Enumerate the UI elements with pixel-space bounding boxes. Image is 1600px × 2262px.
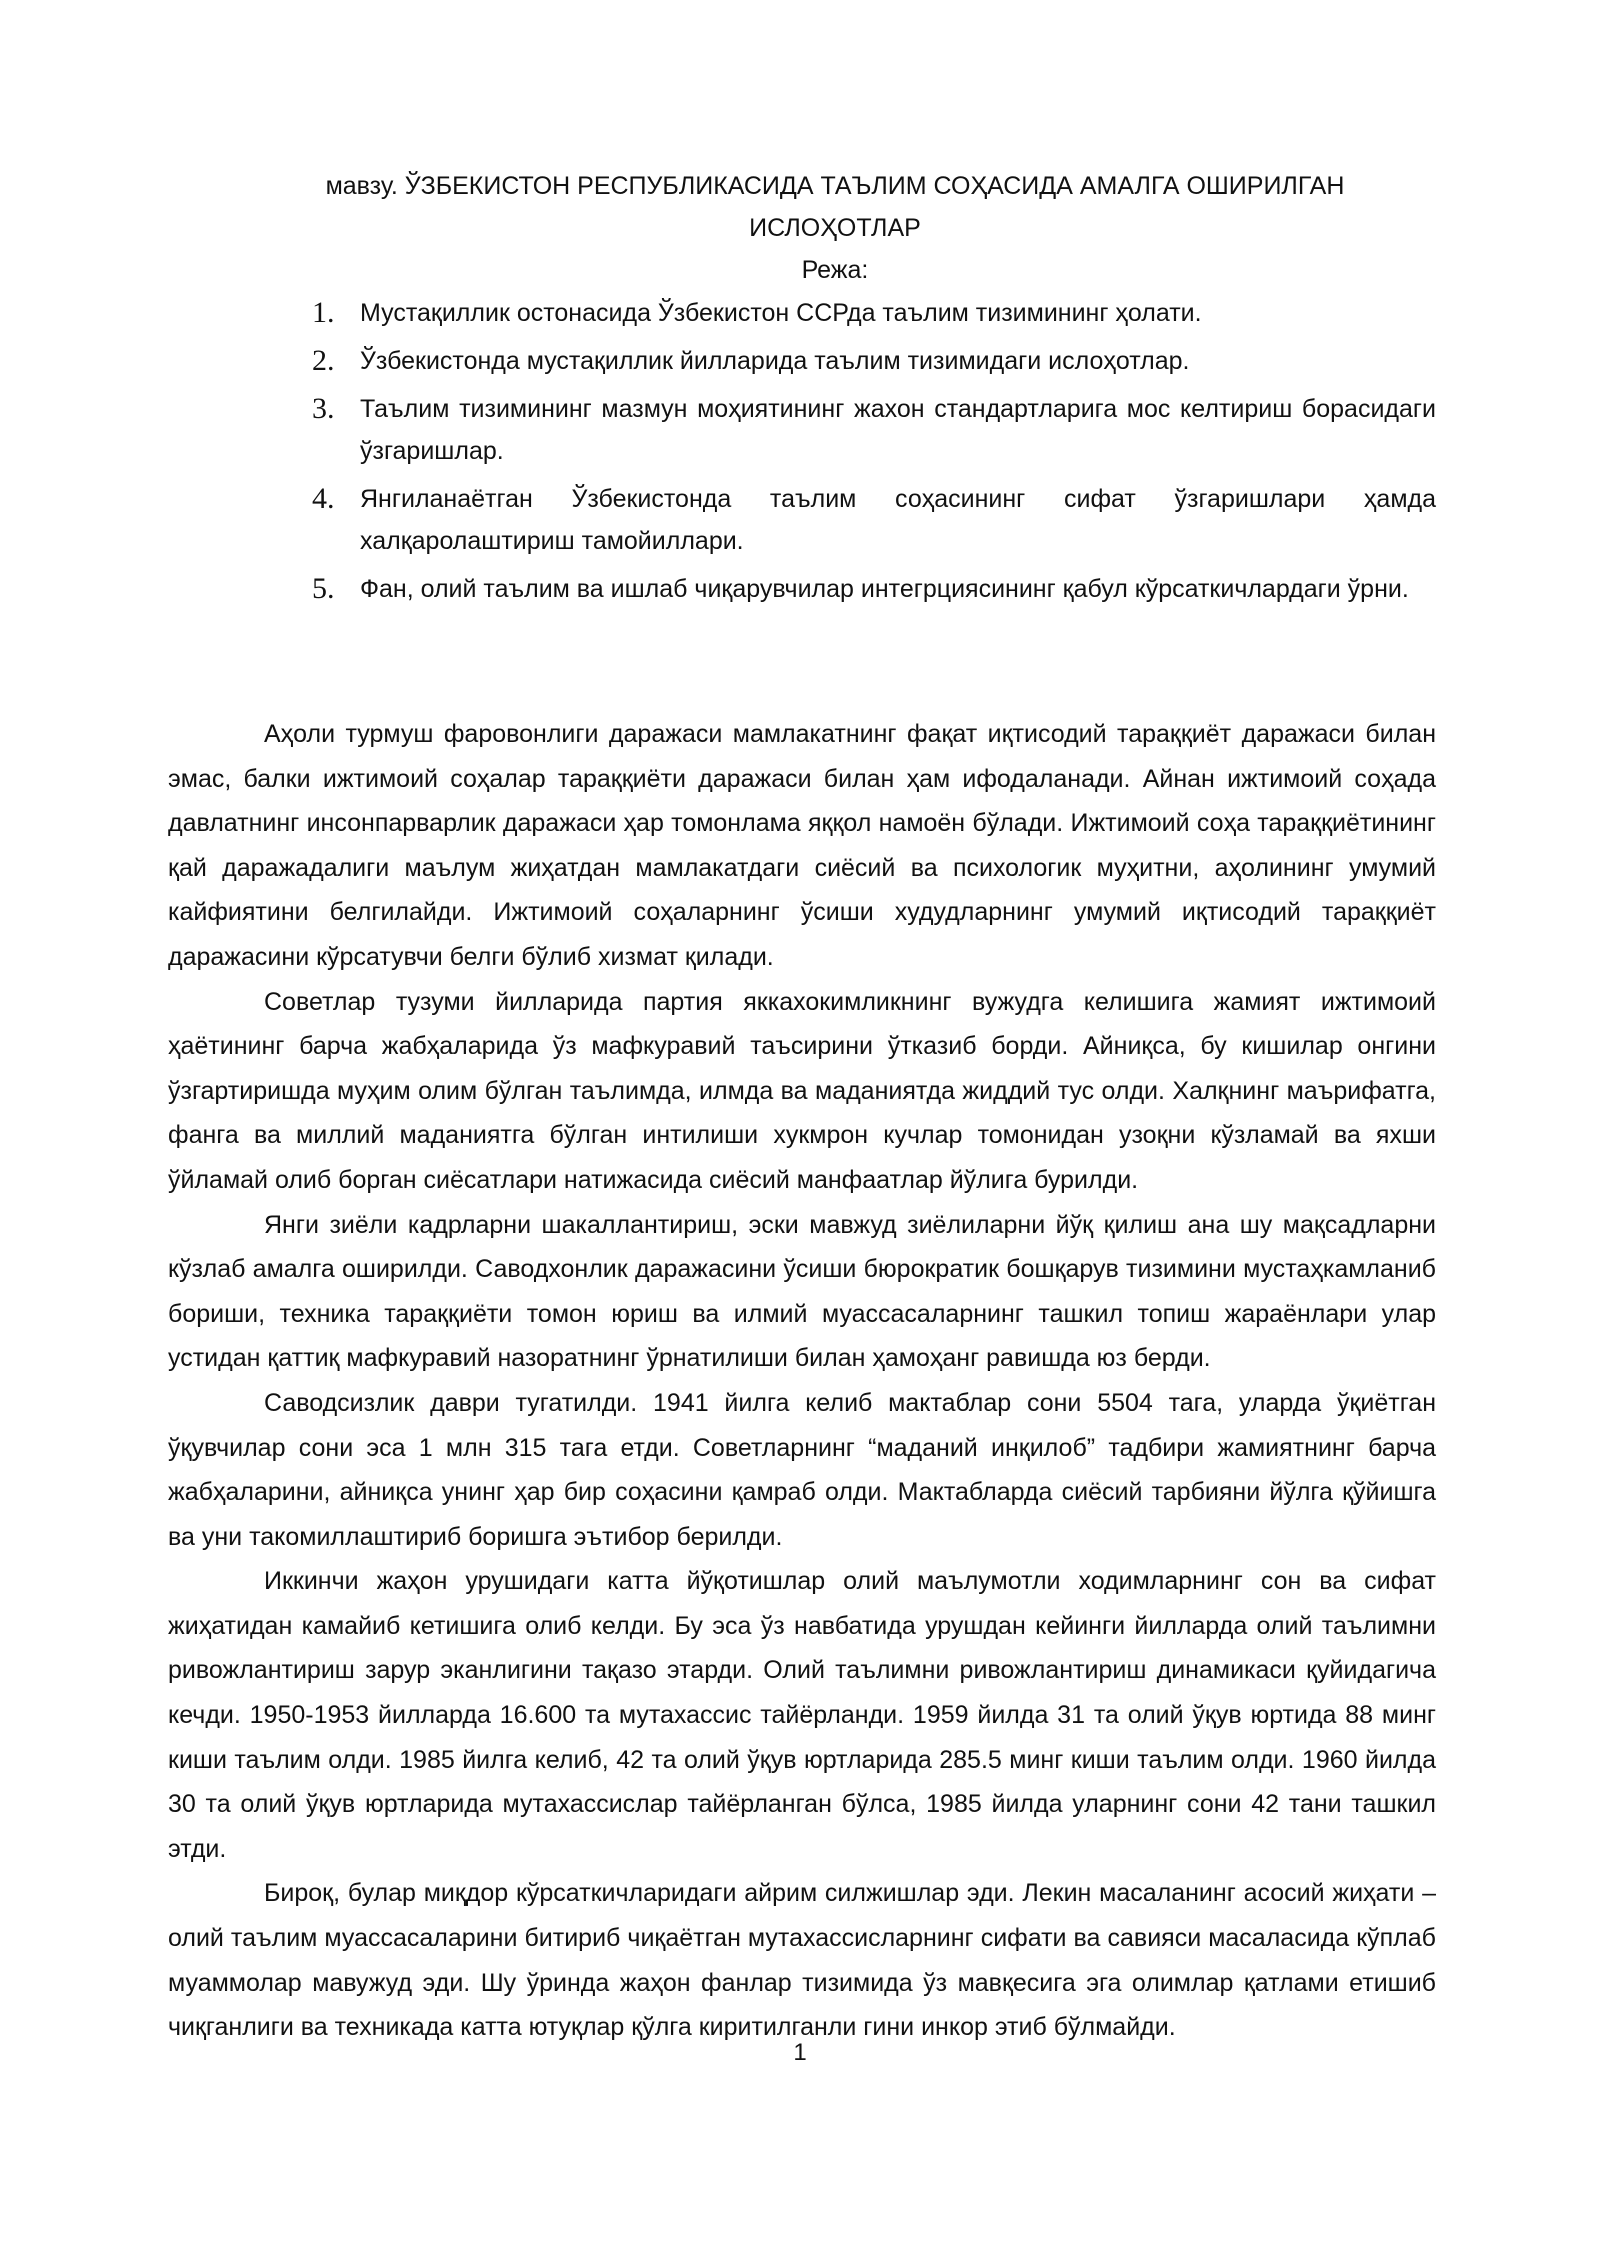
paragraph: Саводсизлик даври тугатилди. 1941 йилга келиб мактаблар сони 5504 тага, уларда ўқиётган ўқувчилар сони эса 1 млн 315 тага етди. Советларнинг “маданий инқилоб” тадбири жамиятнинг барча жабҳаларини, айниқса унинг ҳар бир соҳасини қамраб олди. Мактабларда сиёсий тарбияни йўлга қўйишга ва уни такомиллаштириб боришга эътибор берилди. (168, 1388, 1436, 1551)
page-number: 1 (793, 2039, 807, 2066)
plan-item-number: 5. (312, 572, 335, 605)
document-title-line-1: мавзу. ЎЗБЕКИСТОН РЕСПУБЛИКАСИДА ТАЪЛИМ СОҲАСИДА АМАЛГА ОШИРИЛГАН (325, 172, 1345, 200)
plan-item-number: 2. (312, 344, 335, 377)
document-title-line-2: ИСЛОҲОТЛАР (749, 214, 921, 242)
plan-heading: Режа: (801, 256, 869, 284)
paragraph: Бироқ, булар миқдор кўрсаткичларидаги айрим силжишлар эди. Лекин масаланинг асосий жиҳати – олий таълим муассасаларини битириб чиқаётган мутахассисларнинг сифати ва савияси масаласида кўплаб муаммолар мавужуд эди. Шу ўринда жаҳон фанлар тизимида ўз мавқесига эга олимлар қатлами етишиб чиқганлиги ва техникада катта ютуқлар қўлга киритилганли гини инкор этиб бўлмайди. (168, 1879, 1436, 2042)
paragraph: Иккинчи жаҳон урушидаги катта йўқотишлар олий маълумотли ходимларнинг сон ва сифат жиҳатидан камайиб кетишига олиб келди. Бу эса ўз навбатида урушдан кейинги йилларда олий таълимни ривожлантириш зарур эканлигини тақазо этарди. Олий таълимни ривожлантириш динамикаси қуйидагича кечди. 1950-1953 йилларда 16.600 та мутахассис тайёрланди. 1959 йилда 31 та олий ўқув юртида 88 минг киши таълим олди. 1985 йилга келиб, 42 та олий ўқув юртларида 285.5 минг киши таълим олди. 1960 йилда 30 та олий ўқув юртларида мутахассислар тайёрланган бўлса, 1985 йилда уларнинг сони 42 тани ташкил этди. (168, 1567, 1436, 1863)
plan-item (308, 568, 1436, 610)
plan-list (308, 292, 1436, 616)
paragraph: Аҳоли турмуш фаровонлиги даражаси мамлакатнинг фақат иқтисодий тараққиёт даражаси билан эмас, балки ижтимоий соҳалар тараққиёти даражаси билан ҳам ифодаланади. Айнан ижтимоий соҳада давлатнинг инсонпарварлик даражаси ҳар томонлама яққол намоён бўлади. Ижтимоий соҳа тараққиётининг қай даражадалиги маълум жиҳатдан мамлакатдаги сиёсий ва психологик муҳитни, аҳолининг умумий кайфиятини белгилайди. Ижтимоий соҳаларнинг ўсиши худудларнинг умумий иқтисодий тараққиёт даражасини кўрсатувчи белги бўлиб хизмат қилади. (168, 720, 1436, 971)
body-text (168, 712, 1436, 2050)
paragraph: Советлар тузуми йилларида партия яккахокимликнинг вужудга келишига жамият ижтимоий ҳаётининг барча жабҳаларида ўз мафкуравий таъсирини ўтказиб борди. Айниқса, бу кишилар онгини ўзгартиришда муҳим олим бўлган таълимда, илмда ва маданиятда жиддий тус олди. Халқнинг маърифатга, фанга ва миллий маданиятга бўлган интилиши хукмрон кучлар томонидан узоқни кўзламай ва яхши ўйламай олиб борган сиёсатлари натижасида сиёсий манфаатлар йўлига бурилди. (168, 987, 1436, 1194)
plan-item-text: Фан, олий таълим ва ишлаб чиқарувчилар интегрциясининг қабул кўрсаткичлардаги ўрни. (360, 575, 1409, 603)
plan-item (308, 388, 1436, 472)
plan-item-number: 3. (312, 392, 335, 425)
plan-item (308, 292, 1436, 334)
plan-item-text: Таълим тизимининг мазмун моҳиятининг жахон стандартларига мос келтириш борасидаги ўзгаришлар. (360, 395, 1436, 465)
plan-item (308, 340, 1436, 382)
plan-item-number: 4. (312, 482, 335, 515)
plan-item-text: Янгиланаётган Ўзбекистонда таълим соҳасининг сифат ўзгаришлари ҳамда халқаролаштириш тамойиллари. (360, 485, 1436, 555)
plan-item-text: Ўзбекистонда мустақиллик йилларида таълим тизимидаги ислоҳотлар. (360, 347, 1190, 375)
paragraph: Янги зиёли кадрларни шакаллантириш, эски мавжуд зиёлиларни йўқ қилиш ана шу мақсадларни кўзлаб амалга оширилди. Саводхонлик даражасини ўсиши бюрократик бошқарув тизимини мустаҳкамланиб бориши, техника тараққиёти томон юриш ва илмий муассасаларнинг ташкил топиш жараёнлари улар устидан қаттиқ мафкуравий назоратнинг ўрнатилиши билан ҳамоҳанг равишда юз берди. (168, 1210, 1436, 1373)
plan-item-text: Мустақиллик остонасида Ўзбекистон ССРда таълим тизимининг ҳолати. (360, 299, 1202, 327)
plan-item (308, 478, 1436, 562)
plan-item-number: 1. (312, 296, 335, 329)
